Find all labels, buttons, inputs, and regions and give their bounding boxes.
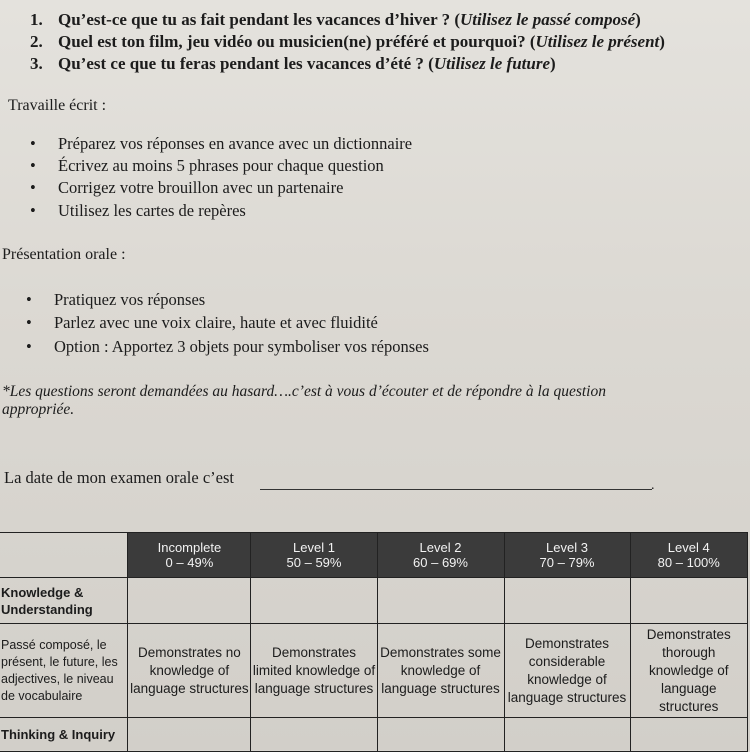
rubric-row-structures: [0, 624, 748, 718]
written-item: • Préparez vos réponses en avance avec un dictionnaire: [30, 134, 413, 153]
written-item: • Corrigez votre brouillon avec un partenaire: [30, 178, 344, 197]
rubric-cell: [128, 578, 251, 624]
row-label: Thinking & Inquiry: [0, 718, 128, 752]
question-1: 1. Qu’est-ce que tu as fait pendant les vacances d’hiver ? (Utilisez le passé composé): [30, 10, 641, 29]
oral-item: • Option : Apportez 3 objets pour symboliser vos réponses: [26, 337, 429, 356]
written-heading: Travaille écrit :: [8, 97, 107, 114]
rubric-cell: [251, 718, 377, 752]
level-header: Level 4 80 – 100%: [630, 533, 747, 578]
rubric-cell: Demonstrates considerable knowledge of language structures: [504, 624, 630, 718]
rubric-table: [0, 532, 748, 752]
rubric-cell: [128, 718, 251, 752]
exam-date-period: .: [651, 478, 655, 493]
rubric-cell: Demonstrates no knowledge of language structures: [128, 624, 251, 718]
rubric-corner: [0, 533, 128, 578]
question-3: 3. Qu’est ce que tu feras pendant les vacances d’été ? (Utilisez le future): [30, 54, 556, 73]
oral-heading: Présentation orale :: [2, 246, 126, 263]
rubric-cell: [504, 718, 630, 752]
note-line-1: *Les questions seront demandées au hasard….c’est à vous d’écouter et de répondre à la question: [2, 383, 606, 400]
rubric-cell: [377, 578, 504, 624]
exam-date-label: La date de mon examen orale c’est: [4, 468, 234, 487]
row-label: Knowledge & Understanding: [0, 578, 128, 624]
level-header: Level 3 70 – 79%: [504, 533, 630, 578]
rubric-cell: [504, 578, 630, 624]
note-line-2: appropriée.: [2, 401, 75, 418]
rubric-row-knowledge: [0, 578, 748, 624]
written-item: • Utilisez les cartes de repères: [30, 201, 246, 220]
level-header: Incomplete 0 – 49%: [128, 533, 251, 578]
level-header: Level 2 60 – 69%: [377, 533, 504, 578]
exam-date-blank[interactable]: [260, 489, 652, 490]
rubric-cell: Demonstrates thorough knowledge of language structures: [630, 624, 747, 718]
rubric-header-row: [0, 533, 748, 578]
rubric-row-thinking: [0, 718, 748, 752]
level-header: Level 1 50 – 59%: [251, 533, 377, 578]
question-2: 2. Quel est ton film, jeu vidéo ou musicien(ne) préféré et pourquoi? (Utilisez le présent): [30, 32, 665, 51]
rubric-cell: Demonstrates limited knowledge of language structures: [251, 624, 377, 718]
written-item: • Écrivez au moins 5 phrases pour chaque question: [30, 156, 384, 175]
row-label: Passé composé, le présent, le future, les adjectives, le niveau de vocabulaire: [0, 624, 128, 718]
rubric-cell: [630, 718, 747, 752]
oral-item: • Parlez avec une voix claire, haute et avec fluidité: [26, 313, 378, 332]
rubric-cell: Demonstrates some knowledge of language structures: [377, 624, 504, 718]
rubric-cell: [251, 578, 377, 624]
rubric-cell: [377, 718, 504, 752]
rubric-cell: [630, 578, 747, 624]
oral-item: • Pratiquez vos réponses: [26, 290, 206, 309]
